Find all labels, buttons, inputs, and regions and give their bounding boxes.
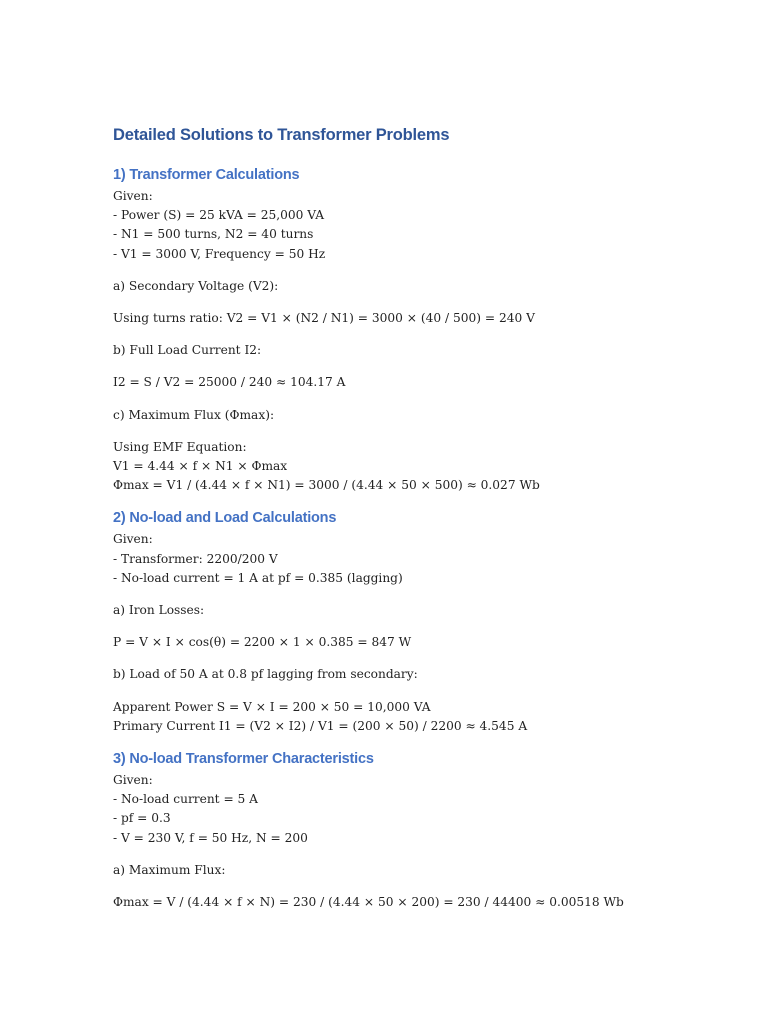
document-page [113,124,733,912]
part-label: b) Full Load Current I2: [113,343,262,358]
section-transformer-calculations [113,165,733,495]
given-item: - No-load current = 1 A at pf = 0.385 (lagging) [113,570,403,585]
given-label: Given: [113,532,153,547]
solution-line: Primary Current I1 = (V2 × I2) / V1 = (200 × 50) / 2200 ≈ 4.545 A [113,718,528,733]
part-label: b) Load of 50 A at 0.8 pf lagging from secondary: [113,667,418,682]
section-heading: 2) No-load and Load Calculations [113,510,337,527]
solution-line: Apparent Power S = V × I = 200 × 50 = 10,000 VA [113,699,431,714]
section-no-load-transformer-characteristics [113,749,733,912]
part-label: a) Iron Losses: [113,603,205,618]
given-label: Given: [113,773,153,788]
part-label: a) Secondary Voltage (V2): [113,278,279,293]
section-heading: 3) No-load Transformer Characteristics [113,751,374,768]
given-item: - Transformer: 2200/200 V [113,551,278,566]
given-label: Given: [113,189,153,203]
document-title: Detailed Solutions to Transformer Problems [113,126,450,144]
section-no-load-and-load-calculations [113,508,733,736]
solution-line: V1 = 4.44 × f × N1 × Φmax [113,459,288,474]
given-item: - Power (S) = 25 kVA = 25,000 VA [113,208,324,223]
section-heading: 1) Transformer Calculations [113,167,300,183]
solution-line: Φmax = V / (4.44 × f × N) = 230 / (4.44 × 50 × 200) = 230 / 44400 ≈ 0.00518 Wb [113,895,624,910]
solution-line: I2 = S / V2 = 25000 / 240 ≈ 104.17 A [113,375,346,390]
part-label: a) Maximum Flux: [113,862,226,877]
given-item: - pf = 0.3 [113,811,171,826]
solution-line: P = V × I × cos(θ) = 2200 × 1 × 0.385 = 847 W [113,635,412,650]
given-item: - V1 = 3000 V, Frequency = 50 Hz [113,246,326,261]
solution-line: Φmax = V1 / (4.44 × f × N1) = 3000 / (4.44 × 50 × 500) ≈ 0.027 Wb [113,478,540,493]
given-item: - No-load current = 5 A [113,792,258,807]
given-item: - V = 230 V, f = 50 Hz, N = 200 [113,830,308,845]
solution-line: Using EMF Equation: [113,439,247,454]
part-label: c) Maximum Flux (Φmax): [113,407,275,422]
given-item: - N1 = 500 turns, N2 = 40 turns [113,227,314,242]
solution-line: Using turns ratio: V2 = V1 × (N2 / N1) = 3000 × (40 / 500) = 240 V [113,311,535,326]
